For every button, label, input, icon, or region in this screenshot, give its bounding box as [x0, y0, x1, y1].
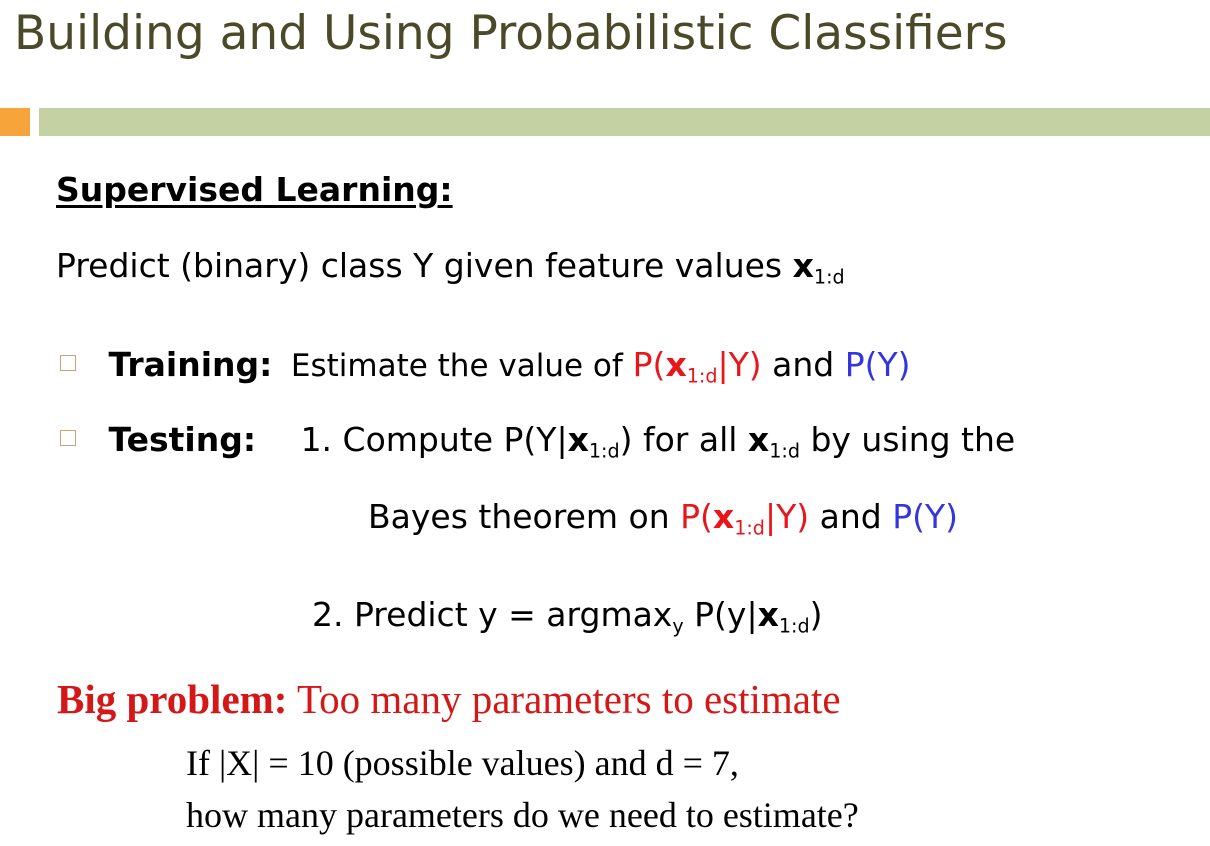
intro-line: [56, 246, 845, 289]
testing-py: P(Y): [892, 497, 958, 536]
testing-sub-3: 1:d: [734, 516, 765, 540]
intro-sub: 1:d: [813, 265, 845, 289]
testing-step2-mid: P(y|: [683, 595, 758, 634]
testing-sub-2: 1:d: [769, 439, 800, 463]
testing-bayes-text: Bayes theorem on: [368, 497, 681, 536]
title-bar: [39, 108, 1210, 136]
testing-sub: 1:d: [588, 439, 620, 463]
training-and: and: [761, 345, 845, 384]
testing-step2-sub: y: [672, 614, 684, 638]
big-problem-text: Too many parameters to estimate: [287, 676, 841, 722]
training-p-open: P(: [632, 345, 666, 384]
testing-var-2: x: [747, 420, 770, 459]
testing-step1-mid: ) for all: [619, 420, 748, 459]
testing-var-3: x: [712, 497, 735, 536]
bullet-checkbox-icon: [60, 355, 76, 371]
section-heading: Supervised Learning:: [56, 170, 453, 209]
training-p-close: |Y): [717, 345, 762, 384]
title-bar-accent: [0, 108, 30, 136]
testing-line: [60, 420, 1016, 463]
testing-step2-post: ): [809, 595, 823, 634]
testing-step1-line2: [368, 497, 958, 540]
testing-step2-pre: 2. Predict y = argmax: [312, 595, 673, 634]
testing-step1-post: by using the: [799, 420, 1016, 459]
training-var: x: [665, 345, 687, 384]
intro-var: x: [792, 246, 814, 285]
question-line-2: how many parameters do we need to estimate?: [186, 795, 859, 835]
testing-colon: :: [242, 420, 257, 459]
training-label: Training: [108, 345, 260, 384]
bullet-checkbox-icon: [60, 430, 76, 446]
testing-label: Testing: [108, 420, 243, 459]
intro-text: Predict (binary) class Y given feature values: [56, 246, 793, 285]
big-problem-line: [57, 675, 841, 723]
title-bar-gap: [30, 108, 39, 136]
slide-title: Building and Using Probabilistic Classifiers: [14, 6, 1008, 61]
training-py: P(Y): [844, 345, 911, 384]
training-line: [60, 345, 911, 388]
question-line-1: If |X| = 10 (possible values) and d = 7,: [186, 743, 739, 783]
testing-p-open: P(: [680, 497, 713, 536]
big-problem-label: Big problem:: [57, 676, 288, 722]
testing-and: and: [809, 497, 893, 536]
testing-var-4: x: [757, 595, 779, 634]
testing-step1-pre: 1. Compute P(Y|: [300, 420, 568, 459]
training-text: Estimate the value of: [290, 348, 633, 384]
testing-var: x: [567, 420, 589, 459]
testing-step2: [312, 595, 823, 638]
training-sub: 1:d: [686, 364, 718, 388]
testing-p-close: |Y): [764, 497, 810, 536]
training-colon: :: [259, 345, 273, 384]
testing-sub-4: 1:d: [778, 614, 810, 638]
